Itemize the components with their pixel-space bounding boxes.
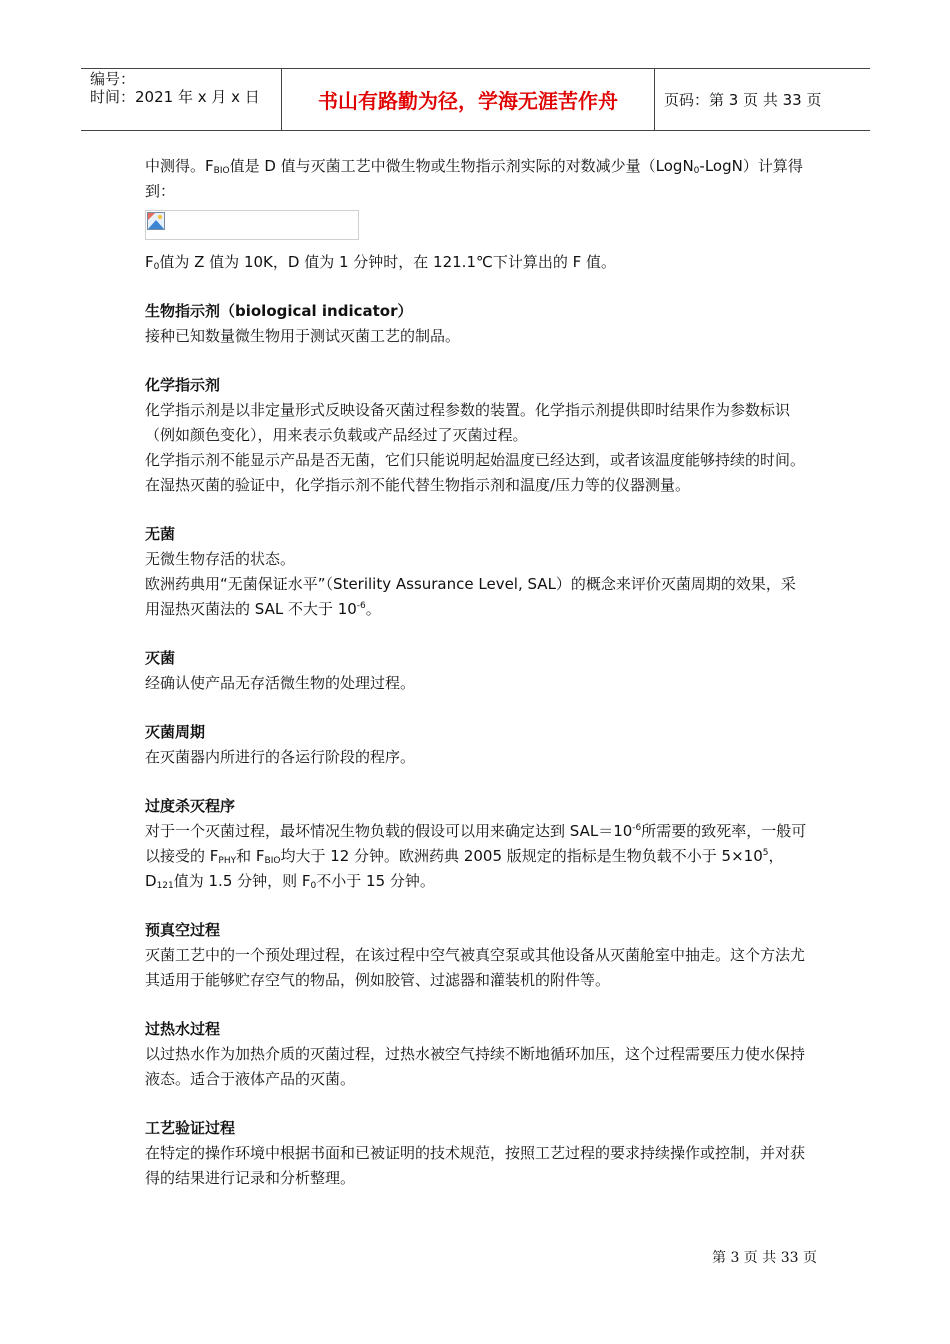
section-title-superheated-water: 过热水过程: [145, 1020, 221, 1038]
section-title-chemical-indicator: 化学指示剂: [145, 376, 221, 394]
section-title-sterilization: 灭菌: [145, 649, 176, 667]
section-text: 化学指示剂不能显示产品是否无菌，它们只能说明起始温度已经达到，或者该温度能够持续的时间。: [145, 451, 806, 469]
header-motto: 书山有路勤为径，学海无涯苦作舟: [318, 89, 618, 113]
section-text: 灭菌工艺中的一个预处理过程，在该过程中空气被真空泵或其他设备从灭菌舱室中抽走。这个方法尤其适用于能够贮存空气的物品，例如胶管、过滤器和灌装机的附件等。: [145, 946, 806, 989]
document-body: [145, 154, 810, 1191]
section-text: 在特定的操作环境中根据书面和已被证明的技术规范，按照工艺过程的要求持续操作或控制，并对获得的结果进行记录和分析整理。: [145, 1144, 806, 1187]
section-text: 接种已知数量微生物用于测试灭菌工艺的制品。: [145, 327, 461, 345]
overkill-paragraph: 对于一个灭菌过程，最坏情况生物负载的假设可以用来确定达到 $SAL=10^{-6}$所需要的致死率，一般可以接受的 $F_{PHY}$和 $F_{BIO}$均大于 12 分钟。欧洲药典 2005 版规定的指标是生物负载不小于 $5\times 10^5$，$D_{121}$值为 1.5 分钟，则 $F_0$不小于 15 分钟。: [145, 822, 807, 891]
broken-image-icon: [147, 212, 165, 230]
page-footer: 第 3 页 共 33 页: [712, 1250, 817, 1266]
document-header: [81, 68, 870, 131]
header-page-info: 页码：第 3 页 共 33 页: [664, 91, 822, 109]
formula-image: [145, 210, 359, 240]
section-title-overkill: 过度杀灭程序: [145, 797, 236, 815]
section-text: 在湿热灭菌的验证中，化学指示剂不能代替生物指示剂和温度/压力等的仪器测量。: [145, 476, 691, 494]
header-date: 时间：2021 年 x 月 x 日: [90, 88, 260, 106]
section-title-process-validation: 工艺验证过程: [145, 1119, 236, 1137]
section-text: 在灭菌器内所进行的各运行阶段的程序。: [145, 748, 416, 766]
header-meta: [90, 70, 260, 106]
section-title-biological-indicator: 生物指示剂（biological indicator）: [145, 302, 413, 320]
section-title-prevacuum: 预真空过程: [145, 921, 221, 939]
section-text: 经确认使产品无存活微生物的处理过程。: [145, 674, 416, 692]
section-title-sterile: 无菌: [145, 525, 176, 543]
section-title-sterilization-cycle: 灭菌周期: [145, 723, 206, 741]
intro-paragraph: 中测得。$F_{BIO}$值是 D 值与灭菌工艺中微生物或生物指示剂实际的对数减少量（LogN$_0$-LogN）计算得到：: [145, 157, 803, 200]
f0-paragraph: $F_0$值为 Z 值为 10K，D 值为 1 分钟时，在 121.1℃下计算出的 F 值。: [145, 253, 616, 272]
header-number-label: 编号：: [90, 70, 136, 88]
sal-paragraph: 欧洲药典用“无菌保证水平”（Sterility Assurance Level, SAL）的概念来评价灭菌周期的效果，采用湿热灭菌法的 SAL 不大于 $10^{-6}$。: [145, 575, 796, 618]
header-divider: [654, 69, 655, 130]
section-text: 无微生物存活的状态。: [145, 550, 296, 568]
section-text: 以过热水作为加热介质的灭菌过程，过热水被空气持续不断地循环加压，这个过程需要压力使水保持液态。适合于液体产品的灭菌。: [145, 1045, 806, 1088]
section-text: 化学指示剂是以非定量形式反映设备灭菌过程参数的装置。化学指示剂提供即时结果作为参数标识（例如颜色变化），用来表示负载或产品经过了灭菌过程。: [145, 401, 791, 444]
